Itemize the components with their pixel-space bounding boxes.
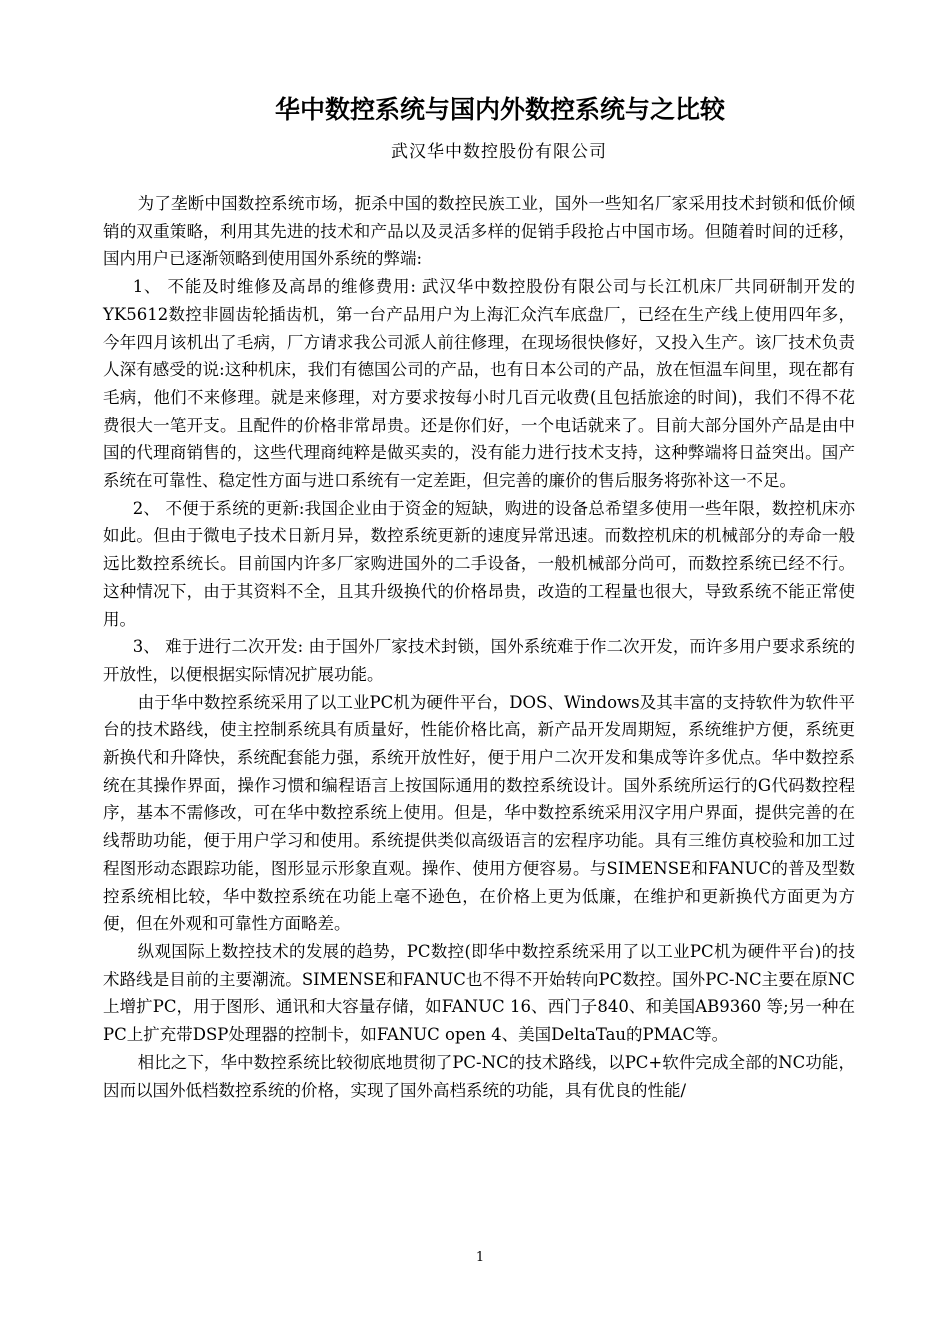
- paragraph-item-1: 1、 不能及时维修及高昂的维修费用: 武汉华中数控股份有限公司与长江机床厂共同研制开发的YK5612数控非圆齿轮插齿机，第一台产品用户为上海汇众汽车底盘厂，已经在生产线上使用四年多，今年四月该机出了毛病，厂方请求我公司派人前往修理，在现场很快修好，又投入生产。该厂技术负责人深有感受的说:这种机床，我们有德国公司的产品，也有日本公司的产品，放在恒温车间里，现在都有毛病，他们不来修理。就是来修理，对方要求按每小时几百元收费(且包括旅途的时间)，我们不得不花费很大一笔开支。且配件的价格非常昂贵。还是你们好，一个电话就来了。目前大部分国外产品是由中国的代理商销售的，这些代理商纯粹是做买卖的，没有能力进行技术支持，这种弊端将日益突出。国产系统在可靠性、稳定性方面与进口系统有一定差距，但完善的廉价的售后服务将弥补这一不足。: [103, 277, 855, 491]
- document-title: 华中数控系统与国内外数控系统与之比较: [274, 95, 725, 124]
- page-number: 1: [475, 1250, 485, 1265]
- paragraph-item-2: 2、 不便于系统的更新:我国企业由于资金的短缺，购进的设备总希望多使用一些年限，数控机床亦如此。但由于微电子技术日新月异，数控系统更新的速度异常迅速。而数控机床的机械部分的寿命一般远比数控系统长。目前国内许多厂家购进国外的二手设备，一般机械部分尚可，而数控系统已经不行。这种情况下，由于其资料不全，且其升级换代的价格昂贵，改造的工程量也很大，导致系统不能正常使用。: [103, 498, 855, 629]
- paragraph-huazhong-advantages: 由于华中数控系统采用了以工业PC机为硬件平台，DOS、Windows及其丰富的支持软件为软件平台的技术路线，使主控制系统具有质量好，性能价格比高，新产品开发周期短，系统维护方便，系统更新换代和升降快，系统配套能力强，系统开放性好，便于用户二次开发和集成等许多优点。华中数控系统在其操作界面，操作习惯和编程语言上按国际通用的数控系统设计。国外系统所运行的G代码数控程序，基本不需修改，可在华中数控系统上使用。但是，华中数控系统采用汉字用户界面，提供完善的在线帮助功能，便于用户学习和使用。系统提供类似高级语言的宏程序功能。具有三维仿真校验和加工过程图形动态跟踪功能，图形显示形象直观。操作、使用方便容易。与SIMENSE和FANUC的普及型数控系统相比较，华中数控系统在功能上毫不逊色，在价格上更为低廉，在维护和更新换代方面更为方便，但在外观和可靠性方面略差。: [103, 692, 855, 934]
- paragraph-pc-nc-trend: 纵观国际上数控技术的发展的趋势，PC数控(即华中数控系统采用了以工业PC机为硬件平台)的技术路线是目前的主要潮流。SIMENSE和FANUC也不得不开始转向PC数控。国外PC-NC主要在原NC上增扩PC，用于图形、通讯和大容量存储，如FANUC 16、西门子840、和美国AB9360 等;另一种在PC上扩充带DSP处理器的控制卡，如FANUC open 4、美国DeltaTau的PMAC等。: [103, 941, 855, 1045]
- paragraph-item-3: 3、 难于进行二次开发: 由于国外厂家技术封锁，国外系统难于作二次开发，而许多用户要求系统的开放性，以便根据实际情况扩展功能。: [103, 637, 855, 684]
- document-subtitle: 武汉华中数控股份有限公司: [391, 142, 607, 162]
- paragraph-intro: 为了垄断中国数控系统市场，扼杀中国的数控民族工业，国外一些知名厂家采用技术封锁和低价倾销的双重策略，利用其先进的技术和产品以及灵活多样的促销手段抢占中国市场。但随着时间的迁移，国内用户已逐渐领略到使用国外系统的弊端:: [103, 194, 855, 269]
- paragraph-comparison: 相比之下，华中数控系统比较彻底地贯彻了PC-NC的技术路线，以PC+软件完成全部的NC功能，因而以国外低档数控系统的价格，实现了国外高档系统的功能，具有优良的性能/: [103, 1052, 855, 1100]
- document-body: [103, 190, 855, 1104]
